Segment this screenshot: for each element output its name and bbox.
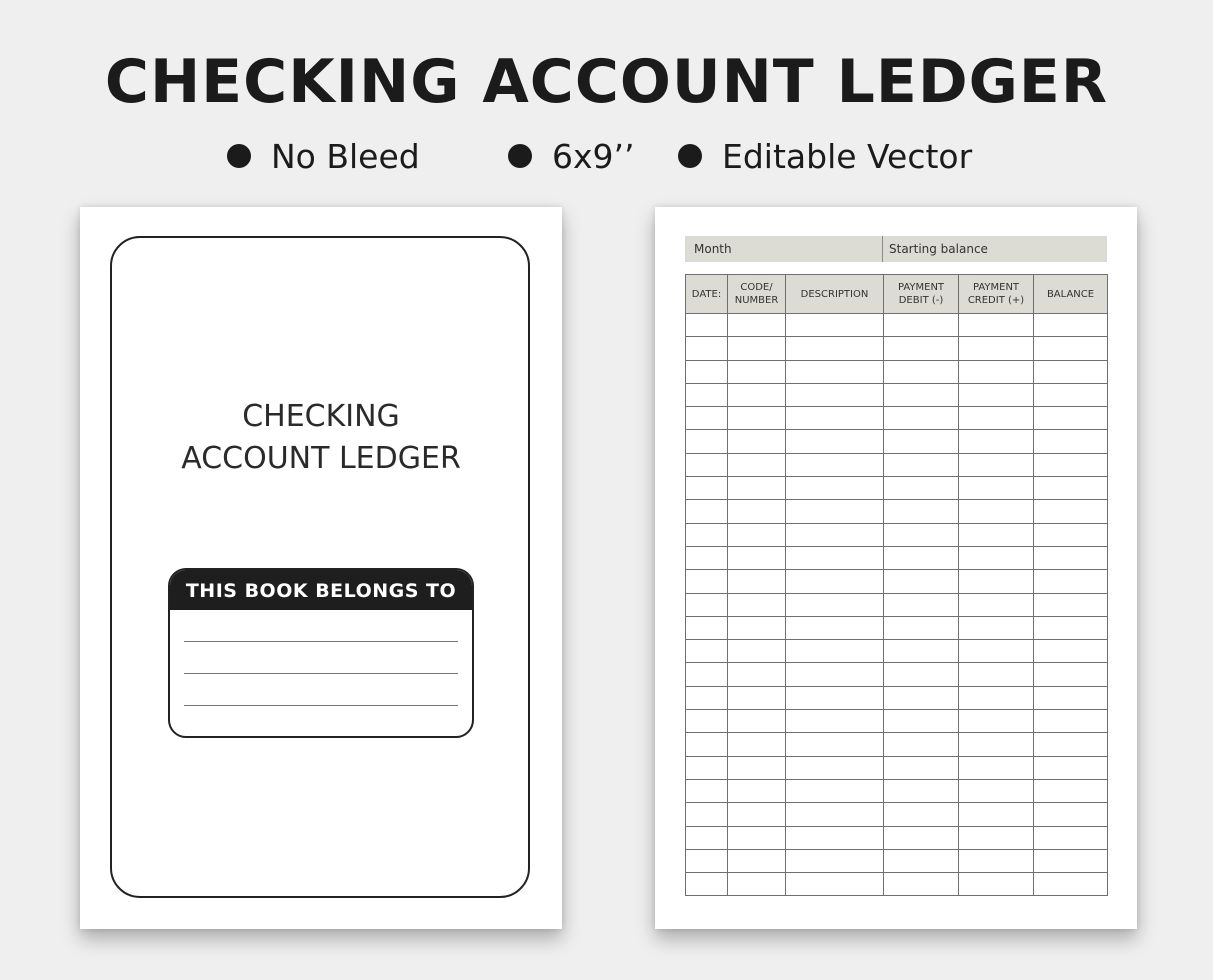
ledger-cell: [1034, 640, 1108, 663]
ledger-cell: [686, 453, 728, 476]
ledger-cell: [1034, 360, 1108, 383]
ledger-cell: [786, 523, 884, 546]
column-header-code: CODE/ NUMBER: [728, 275, 786, 314]
ledger-cell: [1034, 826, 1108, 849]
ledger-cell: [1034, 453, 1108, 476]
ledger-cell: [728, 500, 786, 523]
cover-page: [80, 207, 562, 929]
ledger-row: [686, 803, 1108, 826]
ledger-cell: [884, 756, 959, 779]
ledger-cell: [728, 314, 786, 337]
ledger-cell: [884, 360, 959, 383]
ledger-cell: [728, 383, 786, 406]
ledger-cell: [728, 430, 786, 453]
ledger-cell: [884, 686, 959, 709]
ledger-cell: [884, 314, 959, 337]
ledger-cell: [786, 314, 884, 337]
ledger-cell: [959, 314, 1034, 337]
ledger-cell: [786, 453, 884, 476]
ledger-cell: [786, 500, 884, 523]
bullet-dot-icon: [678, 144, 702, 168]
ledger-cell: [728, 337, 786, 360]
ledger-cell: [728, 873, 786, 896]
ledger-cell: [884, 873, 959, 896]
ledger-cell: [686, 570, 728, 593]
ledger-row: [686, 523, 1108, 546]
ledger-cell: [1034, 663, 1108, 686]
bullet-dot-icon: [227, 144, 251, 168]
ledger-cell: [959, 779, 1034, 802]
ledger-cell: [786, 477, 884, 500]
ledger-cell: [884, 546, 959, 569]
ledger-cell: [884, 570, 959, 593]
ledger-row: [686, 314, 1108, 337]
ledger-cell: [786, 849, 884, 872]
belongs-to-label: THIS BOOK BELONGS TO: [170, 570, 472, 610]
ledger-cell: [884, 826, 959, 849]
name-write-line: [184, 705, 458, 706]
ledger-cell: [884, 663, 959, 686]
ledger-cell: [1034, 849, 1108, 872]
column-header-date: DATE:: [686, 275, 728, 314]
ledger-cell: [1034, 546, 1108, 569]
ledger-cell: [1034, 593, 1108, 616]
ledger-cell: [884, 477, 959, 500]
name-write-line: [184, 673, 458, 674]
column-header-balance: BALANCE: [1034, 275, 1108, 314]
ledger-cell: [959, 849, 1034, 872]
ledger-cell: [959, 337, 1034, 360]
ledger-cell: [1034, 686, 1108, 709]
ledger-cell: [686, 360, 728, 383]
ledger-cell: [728, 710, 786, 733]
ledger-cell: [959, 453, 1034, 476]
ledger-cell: [686, 663, 728, 686]
ledger-cell: [686, 593, 728, 616]
ledger-cell: [786, 733, 884, 756]
ledger-cell: [728, 849, 786, 872]
ledger-cell: [786, 383, 884, 406]
ledger-cell: [959, 803, 1034, 826]
ledger-cell: [786, 686, 884, 709]
ledger-row: [686, 407, 1108, 430]
ledger-cell: [1034, 873, 1108, 896]
ledger-row: [686, 640, 1108, 663]
ledger-row: [686, 616, 1108, 639]
ledger-cell: [686, 779, 728, 802]
ledger-row: [686, 477, 1108, 500]
ledger-cell: [786, 663, 884, 686]
ledger-cell: [686, 477, 728, 500]
ledger-cell: [959, 570, 1034, 593]
ledger-cell: [728, 686, 786, 709]
ledger-cell: [1034, 383, 1108, 406]
bullet-dot-icon: [508, 144, 532, 168]
ledger-cell: [959, 710, 1034, 733]
feature-no-bleed: [227, 136, 420, 176]
ledger-cell: [884, 803, 959, 826]
ledger-cell: [786, 337, 884, 360]
ledger-cell: [1034, 710, 1108, 733]
feature-label: Editable Vector: [722, 136, 973, 176]
ledger-cell: [786, 407, 884, 430]
ledger-cell: [686, 523, 728, 546]
info-bar-divider: [882, 236, 883, 262]
ledger-cell: [959, 523, 1034, 546]
ledger-cell: [686, 686, 728, 709]
ledger-cell: [959, 546, 1034, 569]
ledger-cell: [959, 477, 1034, 500]
ledger-row: [686, 360, 1108, 383]
ledger-cell: [728, 570, 786, 593]
ledger-cell: [1034, 314, 1108, 337]
ledger-cell: [884, 849, 959, 872]
ledger-cell: [686, 616, 728, 639]
ledger-cell: [728, 756, 786, 779]
ledger-cell: [786, 640, 884, 663]
ledger-cell: [686, 500, 728, 523]
ledger-cell: [786, 593, 884, 616]
ledger-row: [686, 453, 1108, 476]
ledger-cell: [884, 453, 959, 476]
column-header-credit: PAYMENT CREDIT (+): [959, 275, 1034, 314]
ledger-row: [686, 733, 1108, 756]
ledger-cell: [1034, 733, 1108, 756]
ledger-cell: [959, 430, 1034, 453]
ledger-cell: [884, 616, 959, 639]
ledger-cell: [884, 593, 959, 616]
ledger-body: [686, 314, 1108, 896]
ledger-cell: [786, 756, 884, 779]
ledger-cell: [959, 756, 1034, 779]
ledger-cell: [884, 710, 959, 733]
ledger-cell: [786, 430, 884, 453]
column-header-description: DESCRIPTION: [786, 275, 884, 314]
cover-title-line2: ACCOUNT LEDGER: [181, 441, 461, 476]
cover-title-line1: CHECKING: [242, 399, 400, 434]
ledger-cell: [959, 616, 1034, 639]
ledger-cell: [959, 500, 1034, 523]
ledger-row: [686, 756, 1108, 779]
ledger-cell: [686, 314, 728, 337]
ledger-page: [655, 207, 1137, 929]
ledger-cell: [686, 756, 728, 779]
ledger-cell: [786, 710, 884, 733]
feature-label: No Bleed: [271, 136, 420, 176]
ledger-cell: [728, 407, 786, 430]
ledger-cell: [884, 337, 959, 360]
ledger-cell: [959, 663, 1034, 686]
ledger-cell: [884, 733, 959, 756]
ledger-cell: [686, 546, 728, 569]
ledger-cell: [959, 407, 1034, 430]
ledger-row: [686, 826, 1108, 849]
ledger-cell: [959, 733, 1034, 756]
ledger-cell: [728, 733, 786, 756]
ledger-cell: [1034, 523, 1108, 546]
name-write-line: [184, 641, 458, 642]
ledger-cell: [1034, 500, 1108, 523]
ledger-header-row: [686, 275, 1108, 314]
ledger-cell: [1034, 803, 1108, 826]
ledger-cell: [728, 616, 786, 639]
ledger-row: [686, 337, 1108, 360]
ledger-info-bar: [685, 236, 1107, 262]
ledger-cell: [728, 453, 786, 476]
ledger-cell: [686, 849, 728, 872]
ledger-cell: [884, 407, 959, 430]
main-heading: CHECKING ACCOUNT LEDGER: [104, 47, 1109, 117]
belongs-to-box: [168, 568, 474, 738]
ledger-cell: [786, 803, 884, 826]
ledger-cell: [1034, 477, 1108, 500]
feature-list: [0, 136, 1213, 176]
ledger-cell: [959, 593, 1034, 616]
ledger-row: [686, 570, 1108, 593]
ledger-row: [686, 663, 1108, 686]
ledger-cell: [728, 663, 786, 686]
ledger-cell: [686, 803, 728, 826]
cover-border: [110, 236, 530, 898]
ledger-cell: [786, 570, 884, 593]
ledger-cell: [959, 383, 1034, 406]
ledger-row: [686, 710, 1108, 733]
ledger-row: [686, 593, 1108, 616]
ledger-cell: [728, 546, 786, 569]
ledger-cell: [884, 383, 959, 406]
ledger-row: [686, 500, 1108, 523]
ledger-cell: [728, 360, 786, 383]
ledger-cell: [728, 803, 786, 826]
ledger-cell: [959, 360, 1034, 383]
ledger-cell: [786, 616, 884, 639]
ledger-cell: [786, 360, 884, 383]
ledger-cell: [959, 826, 1034, 849]
ledger-cell: [686, 710, 728, 733]
ledger-cell: [728, 826, 786, 849]
ledger-cell: [686, 640, 728, 663]
ledger-cell: [1034, 407, 1108, 430]
ledger-row: [686, 430, 1108, 453]
ledger-cell: [686, 733, 728, 756]
ledger-cell: [686, 826, 728, 849]
ledger-cell: [686, 873, 728, 896]
ledger-cell: [728, 477, 786, 500]
ledger-row: [686, 873, 1108, 896]
ledger-cell: [686, 383, 728, 406]
ledger-cell: [728, 779, 786, 802]
ledger-cell: [1034, 616, 1108, 639]
ledger-cell: [1034, 756, 1108, 779]
ledger-cell: [959, 640, 1034, 663]
ledger-table: [685, 274, 1108, 896]
ledger-row: [686, 546, 1108, 569]
ledger-row: [686, 383, 1108, 406]
ledger-cell: [1034, 337, 1108, 360]
ledger-cell: [884, 640, 959, 663]
ledger-cell: [786, 826, 884, 849]
ledger-cell: [686, 407, 728, 430]
feature-label: 6x9’’: [552, 136, 635, 176]
ledger-row: [686, 779, 1108, 802]
ledger-cell: [786, 546, 884, 569]
ledger-cell: [884, 500, 959, 523]
ledger-cell: [884, 523, 959, 546]
ledger-cell: [728, 523, 786, 546]
ledger-cell: [884, 430, 959, 453]
month-label: Month: [694, 242, 732, 256]
ledger-cell: [786, 873, 884, 896]
ledger-cell: [686, 430, 728, 453]
ledger-cell: [1034, 570, 1108, 593]
ledger-cell: [728, 593, 786, 616]
ledger-cell: [1034, 430, 1108, 453]
feature-editable-vector: [678, 136, 972, 176]
column-header-debit: PAYMENT DEBIT (-): [884, 275, 959, 314]
ledger-cell: [786, 779, 884, 802]
ledger-cell: [1034, 779, 1108, 802]
ledger-row: [686, 686, 1108, 709]
ledger-cell: [884, 779, 959, 802]
ledger-cell: [959, 873, 1034, 896]
ledger-cell: [959, 686, 1034, 709]
ledger-row: [686, 849, 1108, 872]
feature-size: [508, 136, 635, 176]
starting-balance-label: Starting balance: [889, 242, 988, 256]
ledger-cell: [686, 337, 728, 360]
ledger-cell: [728, 640, 786, 663]
